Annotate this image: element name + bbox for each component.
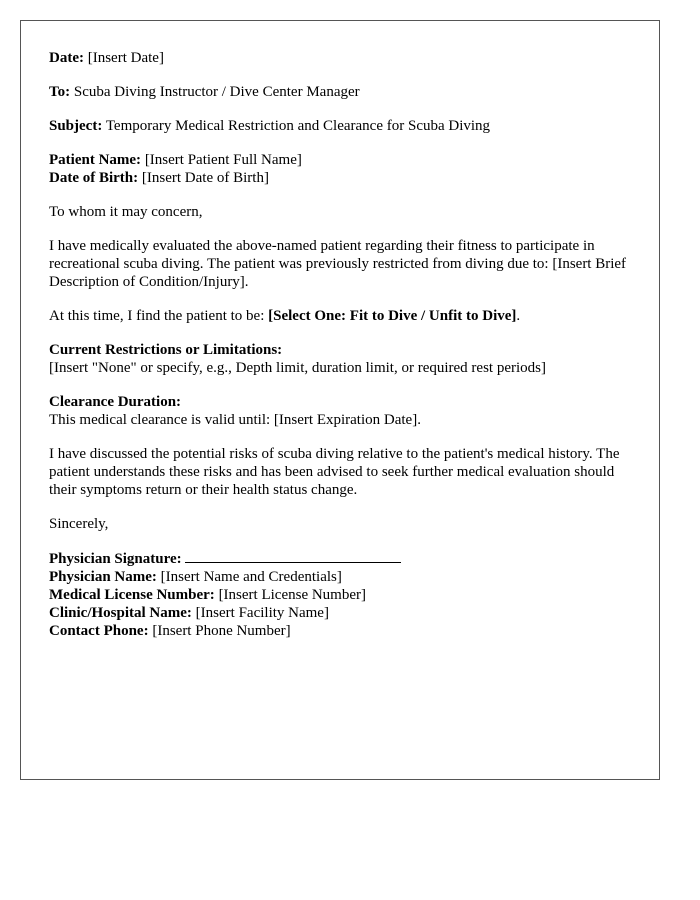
dob-value: [Insert Date of Birth]: [141, 170, 269, 186]
restrictions-section: [49, 341, 639, 377]
clinic-value: [Insert Facility Name]: [195, 605, 329, 621]
license-value: [Insert License Number]: [218, 587, 366, 603]
finding-suffix: .: [516, 308, 521, 324]
finding-prefix: At this time, I find the patient to be:: [49, 308, 269, 324]
clinic-line: [49, 604, 639, 622]
greeting: To whom it may concern,: [49, 204, 203, 220]
license-line: [49, 586, 639, 604]
restrictions-label: Current Restrictions or Limitations:: [49, 342, 283, 358]
date-line: [49, 49, 639, 67]
phone-label: Contact Phone:: [49, 623, 149, 639]
phone-line: [49, 622, 639, 640]
physician-name-line: [49, 568, 639, 586]
clinic-label: Clinic/Hospital Name:: [49, 605, 192, 621]
to-value: Scuba Diving Instructor / Dive Center Manager: [73, 84, 360, 100]
date-value: [Insert Date]: [87, 50, 164, 66]
closing: Sincerely,: [49, 516, 109, 532]
subject-line: [49, 117, 639, 135]
evaluation-paragraph: I have medically evaluated the above-named patient regarding their fitness to participate in recreational scuba diving. The patient was previously restricted from diving due to: [Insert Brief Description of Condition/Injury].: [49, 238, 627, 290]
patient-name-value: [Insert Patient Full Name]: [144, 152, 302, 168]
duration-value: This medical clearance is valid until: [Insert Expiration Date].: [49, 412, 421, 428]
subject-value: Temporary Medical Restriction and Clearance for Scuba Diving: [105, 118, 491, 134]
signature-line: [49, 549, 639, 568]
signature-label: Physician Signature:: [49, 551, 182, 567]
license-label: Medical License Number:: [49, 587, 215, 603]
date-label: Date:: [49, 50, 84, 66]
dob-label: Date of Birth:: [49, 170, 139, 186]
letter-page: [20, 20, 660, 780]
signature-blank: [185, 549, 401, 563]
patient-info: [49, 151, 639, 187]
patient-name-label: Patient Name:: [49, 152, 142, 168]
finding-paragraph: [49, 307, 639, 325]
duration-section: [49, 393, 639, 429]
finding-select: [Select One: Fit to Dive / Unfit to Dive]: [268, 308, 517, 324]
signature-block: [49, 549, 639, 640]
physician-name-value: [Insert Name and Credentials]: [160, 569, 342, 585]
to-label: To:: [49, 84, 71, 100]
physician-name-label: Physician Name:: [49, 569, 157, 585]
restrictions-value: [Insert "None" or specify, e.g., Depth limit, duration limit, or required rest periods]: [49, 360, 546, 376]
phone-value: [Insert Phone Number]: [152, 623, 291, 639]
duration-label: Clearance Duration:: [49, 394, 182, 410]
to-line: [49, 83, 639, 101]
patient-name-line: [49, 151, 639, 169]
risks-paragraph: I have discussed the potential risks of scuba diving relative to the patient's medical history. The patient understands these risks and has been advised to seek further medical evaluation should their symptoms return or their health status change.: [49, 446, 620, 498]
subject-label: Subject:: [49, 118, 103, 134]
dob-line: [49, 169, 639, 187]
